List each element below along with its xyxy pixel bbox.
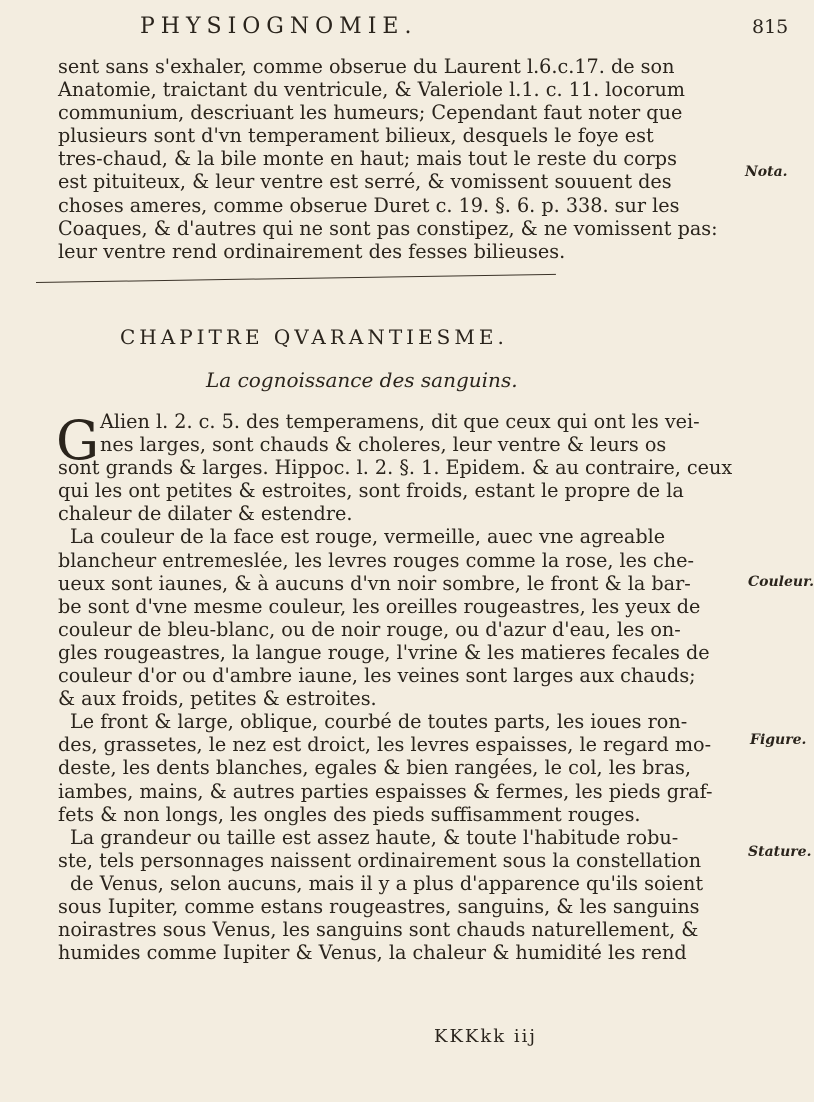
text-line: couleur de bleu-blanc, ou de noir rouge, ou d'azur d'eau, les on-: [58, 617, 681, 641]
section-divider: [36, 274, 556, 283]
text-line: ueux sont iaunes, & à aucuns d'vn noir sombre, le front & la bar-: [58, 571, 691, 595]
drop-capital: G: [56, 409, 100, 472]
text-line: sont grands & larges. Hippoc. l. 2. §. 1. Epidem. & au contraire, ceux: [58, 456, 733, 480]
text-line: ste, tels personnages naissent ordinairement sous la constellation: [58, 848, 702, 872]
chapter-subtitle: La cognoissance des sanguins.: [206, 368, 518, 392]
text-line: est pituiteux, & leur ventre est serré, & vomissent souuent des: [58, 170, 672, 194]
text-line: sent sans s'exhaler, comme obserue du Laurent l.6.c.17. de son: [58, 55, 675, 78]
text-line: de Venus, selon aucuns, mais il y a plus d'apparence qu'ils soient: [70, 871, 704, 895]
text-line: chaleur de dilater & estendre.: [58, 502, 353, 526]
text-line: fets & non longs, les ongles des pieds suffisamment rouges.: [58, 802, 641, 826]
text-line: choses ameres, comme obserue Duret c. 19. §. 6. p. 338. sur les: [58, 193, 680, 217]
text-line: plusieurs sont d'vn temperament bilieux, desquels le foye est: [58, 124, 654, 148]
text-line: noirastres sous Venus, les sanguins sont chauds naturellement, &: [58, 918, 699, 942]
text-line: sous Iupiter, comme estans rougeastres, sanguins, & les sanguins: [58, 894, 700, 918]
chapter-heading: CHAPITRE QVARANTIESME.: [120, 325, 508, 349]
text-line: La grandeur ou taille est assez haute, & toute l'habitude robu-: [70, 825, 679, 849]
margin-note-couleur: Couleur.: [748, 574, 814, 590]
text-line: deste, les dents blanches, egales & bien rangées, le col, les bras,: [58, 756, 691, 780]
margin-note-nota: Nota.: [745, 164, 788, 180]
text-line: iambes, mains, & autres parties espaisses & fermes, les pieds graf-: [58, 779, 713, 803]
text-line: & aux froids, petites & estroites.: [58, 687, 377, 711]
text-line: communium, descriuant les humeurs; Cependant faut noter que: [58, 101, 683, 125]
page-number: 815: [752, 16, 789, 38]
text-line: couleur d'or ou d'ambre iaune, les veines sont larges aux chauds;: [58, 664, 696, 688]
text-line: gles rougeastres, la langue rouge, l'vrine & les matieres fecales de: [58, 640, 710, 664]
text-line: Le front & large, oblique, courbé de toutes parts, les ioues ron-: [70, 710, 688, 734]
paragraph-carryover: [58, 55, 748, 263]
chapter-body: [58, 410, 748, 964]
text-line: nes larges, sont chauds & choleres, leur ventre & leurs os: [100, 433, 667, 457]
text-line: blancheur entremeslée, les levres rouges comme la rose, les che-: [58, 548, 694, 572]
text-line: Alien l. 2. c. 5. des temperamens, dit que ceux qui ont les vei-: [100, 410, 700, 433]
margin-note-figure: Figure.: [750, 732, 807, 748]
signature-mark: KKKkk iij: [434, 1026, 537, 1047]
text-line: des, grassetes, le nez est droict, les levres espaisses, le regard mo-: [58, 733, 712, 757]
text-line: qui les ont petites & estroites, sont froids, estant le propre de la: [58, 479, 684, 503]
text-line: be sont d'vne mesme couleur, les oreilles rougeastres, les yeux de: [58, 594, 701, 618]
text-line: humides comme Iupiter & Venus, la chaleur & humidité les rend: [58, 941, 687, 965]
text-line: La couleur de la face est rouge, vermeille, auec vne agreable: [70, 525, 666, 549]
text-line: leur ventre rend ordinairement des fesses bilieuses.: [58, 239, 566, 263]
text-line: tres-chaud, & la bile monte en haut; mais tout le reste du corps: [58, 147, 677, 171]
text-line: Coaques, & d'autres qui ne sont pas constipez, & ne vomissent pas:: [58, 216, 718, 240]
running-head: PHYSIOGNOMIE.: [140, 14, 418, 39]
margin-note-stature: Stature.: [748, 844, 812, 860]
text-line: Anatomie, traictant du ventricule, & Valeriole l.1. c. 11. locorum: [58, 78, 685, 102]
